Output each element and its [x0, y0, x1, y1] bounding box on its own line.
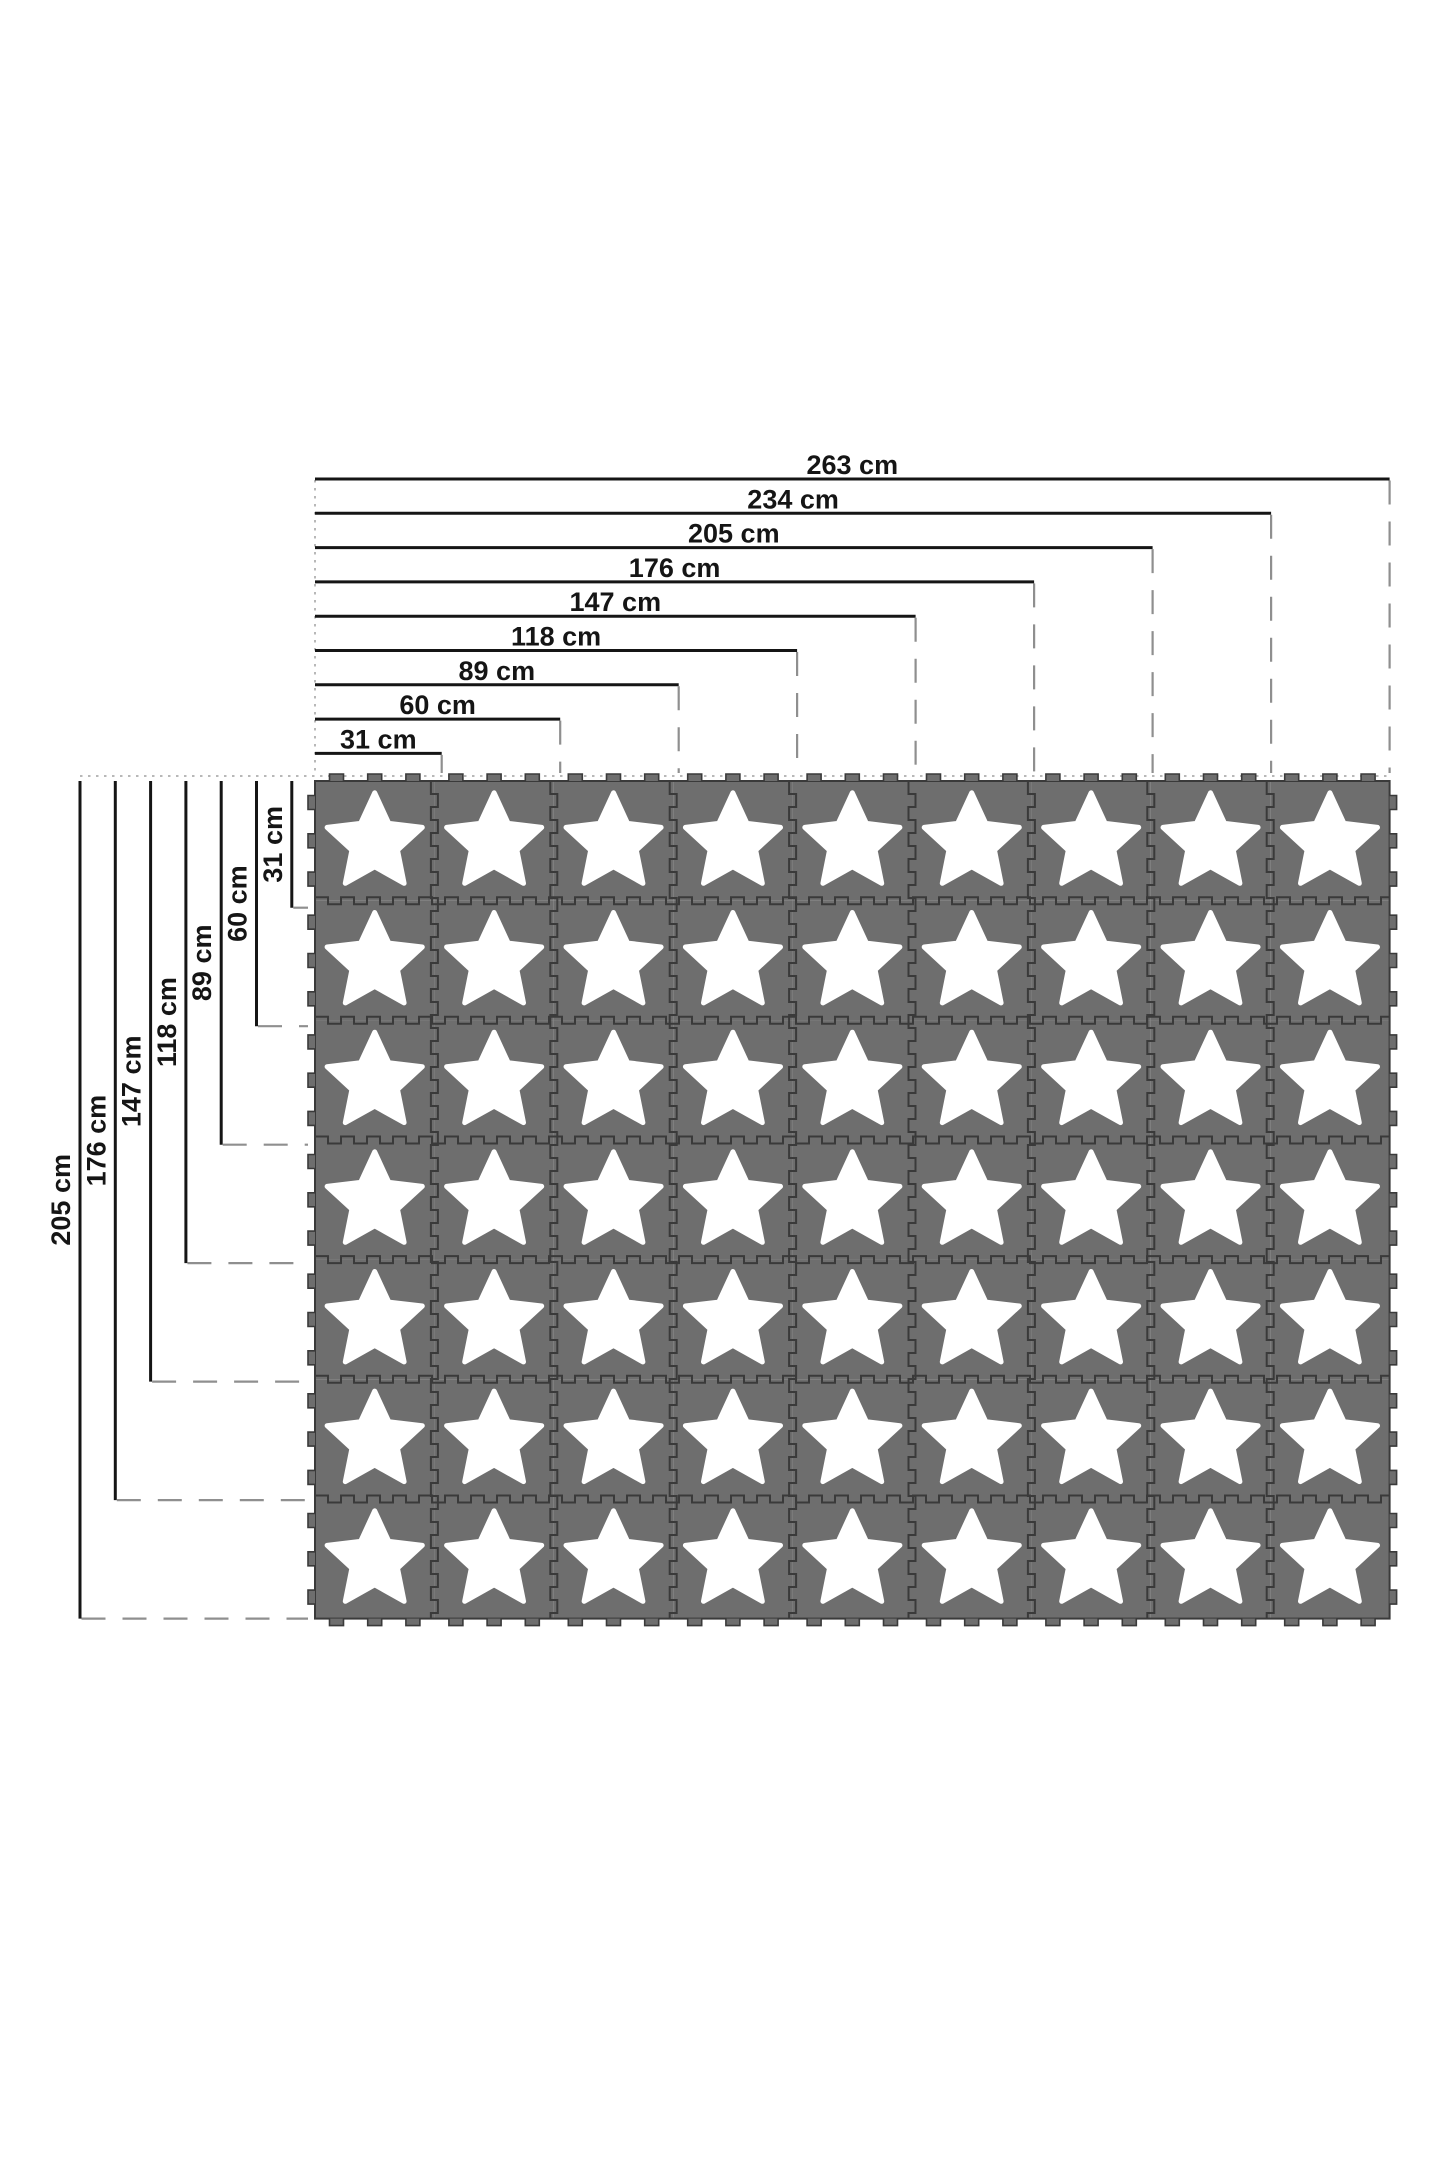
edge-tab: [308, 1552, 315, 1566]
edge-tab: [368, 1619, 382, 1626]
edge-tab: [1390, 1552, 1397, 1566]
edge-tab: [1390, 796, 1397, 810]
edge-tab: [1390, 1313, 1397, 1327]
edge-tab: [645, 1619, 659, 1626]
edge-tab: [845, 1619, 859, 1626]
left-dimension-label: 118 cm: [151, 977, 182, 1068]
left-ruler: [46, 781, 308, 1619]
edge-tab: [688, 774, 702, 781]
edge-tab: [308, 1193, 315, 1207]
mat-grid: [308, 774, 1397, 1626]
edge-tab: [1361, 1619, 1375, 1626]
top-dimension-label: 31 cm: [340, 724, 417, 755]
top-dimension-label: 263 cm: [806, 450, 899, 480]
edge-tab: [845, 774, 859, 781]
edge-tab: [330, 1619, 344, 1626]
left-dimension-label: 205 cm: [46, 1154, 76, 1246]
edge-tab: [1390, 872, 1397, 886]
edge-tab: [1323, 1619, 1337, 1626]
edge-tab: [406, 774, 420, 781]
edge-tab: [308, 1470, 315, 1484]
left-dimension-label: 31 cm: [257, 806, 288, 883]
edge-tab: [308, 1111, 315, 1125]
edge-tab: [1390, 992, 1397, 1006]
edge-tab: [308, 1313, 315, 1327]
top-dimension-label: 118 cm: [511, 621, 602, 652]
edge-tab: [308, 834, 315, 848]
edge-tab: [308, 1035, 315, 1049]
edge-tab: [965, 1619, 979, 1626]
edge-tab: [1323, 774, 1337, 781]
edge-tab: [645, 774, 659, 781]
edge-tab: [1084, 1619, 1098, 1626]
edge-tab: [1390, 1590, 1397, 1604]
edge-tab: [1390, 1035, 1397, 1049]
edge-tab: [525, 1619, 539, 1626]
edge-tab: [568, 774, 582, 781]
edge-tab: [308, 992, 315, 1006]
edge-tab: [1046, 774, 1060, 781]
edge-tab: [1390, 1470, 1397, 1484]
edge-tab: [368, 774, 382, 781]
edge-tab: [1122, 1619, 1136, 1626]
edge-tab: [1122, 774, 1136, 781]
edge-tab: [1084, 774, 1098, 781]
edge-tab: [308, 1432, 315, 1446]
edge-tab: [1390, 1073, 1397, 1087]
edge-tab: [927, 1619, 941, 1626]
edge-tab: [688, 1619, 702, 1626]
edge-tab: [1204, 774, 1218, 781]
edge-tab: [1390, 1231, 1397, 1245]
edge-tab: [308, 1514, 315, 1528]
edge-tab: [607, 774, 621, 781]
edge-tab: [1003, 1619, 1017, 1626]
edge-tab: [1242, 774, 1256, 781]
edge-tab: [965, 774, 979, 781]
edge-tab: [1390, 1514, 1397, 1528]
edge-tab: [1242, 1619, 1256, 1626]
edge-tab: [1390, 1351, 1397, 1365]
edge-tab: [1165, 774, 1179, 781]
edge-tab: [1361, 774, 1375, 781]
edge-tab: [308, 1155, 315, 1169]
edge-tab: [568, 1619, 582, 1626]
edge-tab: [1165, 1619, 1179, 1626]
edge-tab: [1390, 915, 1397, 929]
edge-tab: [764, 1619, 778, 1626]
edge-tab: [308, 1274, 315, 1288]
left-dimension-label: 147 cm: [116, 1035, 147, 1128]
edge-tab: [449, 1619, 463, 1626]
edge-tab: [1390, 1432, 1397, 1446]
edge-tab: [449, 774, 463, 781]
edge-tab: [308, 1590, 315, 1604]
edge-tab: [1285, 774, 1299, 781]
edge-tab: [884, 1619, 898, 1626]
edge-tab: [308, 1073, 315, 1087]
edge-tab: [1390, 1274, 1397, 1288]
edge-tab: [308, 796, 315, 810]
edge-tab: [927, 774, 941, 781]
top-dimension-label: 89 cm: [458, 655, 536, 686]
left-dimension-label: 89 cm: [187, 924, 218, 1002]
edge-tab: [487, 774, 501, 781]
edge-tab: [1003, 774, 1017, 781]
edge-tab: [308, 954, 315, 968]
edge-tab: [764, 774, 778, 781]
edge-tab: [1285, 1619, 1299, 1626]
edge-tab: [1390, 1111, 1397, 1125]
edge-tab: [406, 1619, 420, 1626]
top-dimension-label: 205 cm: [688, 518, 780, 549]
left-dimension-label: 176 cm: [81, 1094, 112, 1187]
edge-tab: [1390, 1155, 1397, 1169]
edge-tab: [1390, 834, 1397, 848]
edge-tab: [807, 1619, 821, 1626]
edge-tab: [726, 774, 740, 781]
edge-tab: [308, 1394, 315, 1408]
edge-tab: [1390, 1193, 1397, 1207]
edge-tab: [308, 1351, 315, 1365]
edge-tab: [1046, 1619, 1060, 1626]
edge-tab: [1390, 1394, 1397, 1408]
edge-tab: [884, 774, 898, 781]
edge-tab: [487, 1619, 501, 1626]
top-dimension-label: 176 cm: [628, 552, 721, 583]
edge-tab: [308, 872, 315, 886]
edge-tab: [308, 915, 315, 929]
top-dimension-label: 147 cm: [569, 587, 662, 618]
edge-tab: [1390, 954, 1397, 968]
left-dimension-label: 60 cm: [222, 865, 253, 942]
top-ruler: [315, 450, 1390, 773]
edge-tab: [330, 774, 344, 781]
edge-tab: [1204, 1619, 1218, 1626]
top-dimension-label: 234 cm: [747, 484, 839, 515]
edge-tab: [607, 1619, 621, 1626]
edge-tab: [807, 774, 821, 781]
edge-tab: [308, 1231, 315, 1245]
edge-tab: [726, 1619, 740, 1626]
edge-tab: [525, 774, 539, 781]
top-dimension-label: 60 cm: [399, 690, 476, 721]
